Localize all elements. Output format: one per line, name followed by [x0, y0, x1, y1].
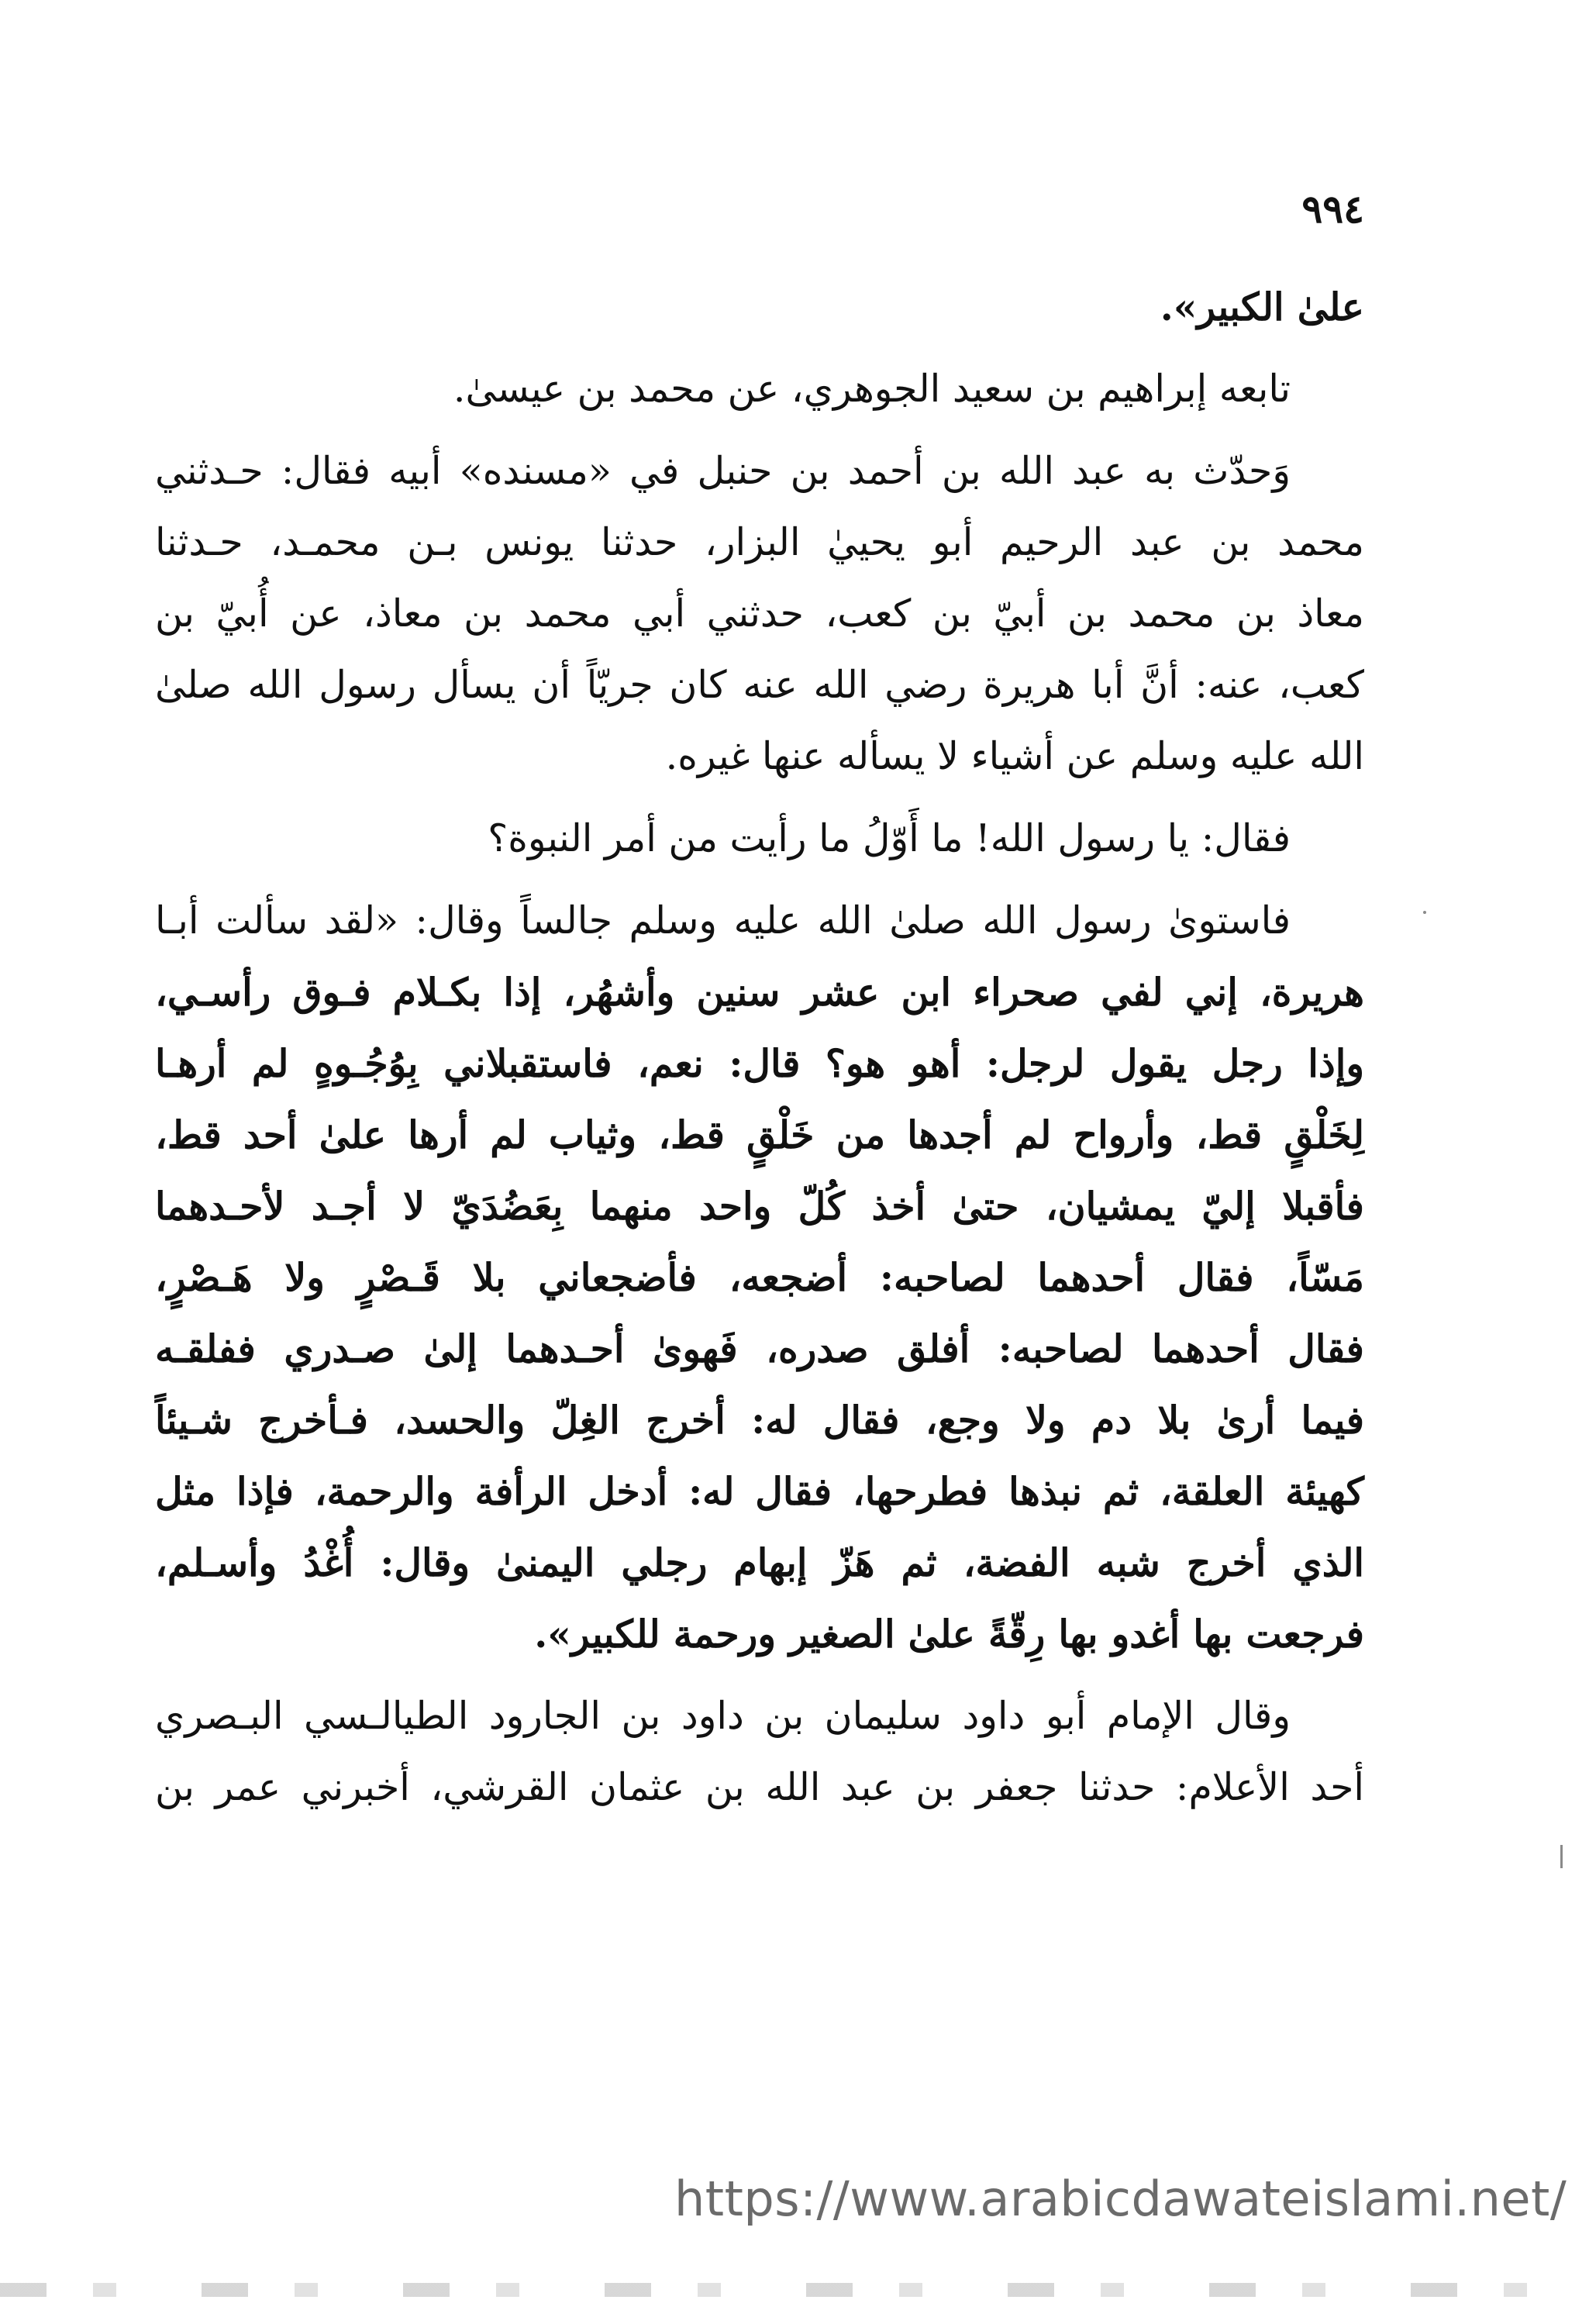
text-line: هريرة، إني لفي صحراء ابن عشر سنين وأشهُر، إذا بكـلام فـوق رأسـي، — [155, 970, 1364, 1015]
text-line: الذي أخرج شبه الفضة، ثم هَزّ إبهام رجلي اليمنىٰ وقال: أُغْدُ وأسـلم، — [155, 1540, 1364, 1585]
text-line: تابعه إبراهيم بن سعيد الجوهري، عن محمد بن عيسىٰ. — [453, 367, 1291, 411]
text-line: فقال: يا رسول الله! ما أَوّلُ ما رأيت من أمر النبوة؟ — [488, 816, 1291, 860]
text-line: فاستوىٰ رسول الله صلىٰ الله عليه وسلم جالساً وقال: «لقد سألت أبـا — [155, 898, 1291, 943]
paragraph — [155, 1681, 1364, 1823]
text-line: وقال الإمام أبو داود سليمان بن داود بن الجارود الطيالـسي البـصري — [155, 1694, 1291, 1738]
text-line: فرجعت بها أغدو بها رِقّةً علىٰ الصغير ورحمة للكبير». — [534, 1612, 1364, 1657]
paragraph — [155, 271, 1364, 343]
text-line: أحد الأعلام: حدثنا جعفر بن عبد الله بن عثمان القرشي، أخبرني عمر بن — [155, 1765, 1364, 1809]
body-text — [155, 271, 1364, 1823]
text-line: فقال أحدهما لصاحبه: أفلق صدره، فَهوىٰ أحـدهما إلىٰ صـدري ففلقـه — [155, 1326, 1364, 1371]
text-line: معاذ بن محمد بن أبيّ بن كعب، حدثني أبي محمد بن معاذ، عن أُبيّ بن — [155, 591, 1365, 636]
text-line: كعب، عنه: أنَّ أبا هريرة رضي الله عنه كان جريّاً أن يسأل رسول الله صلىٰ — [155, 663, 1364, 707]
watermark-url: https://www.arabicdawateislami.net/ — [674, 2171, 1567, 2227]
text-line: مَسّاً، فقال أحدهما لصاحبه: أضجعه، فأضجعاني بلا قَـصْرٍ ولا هَـصْرٍ، — [155, 1255, 1364, 1300]
scan-speck — [1423, 911, 1426, 914]
text-line: فيما أرىٰ بلا دم ولا وجع، فقال له: أخرج الغِلّ والحسد، فـأخرج شـيئاً — [155, 1398, 1364, 1443]
paragraph — [155, 885, 1364, 1670]
text-line: وَحدّث به عبد الله بن أحمد بن حنبل في «مسنده» أبيه فقال: حـدثني — [155, 449, 1291, 493]
text-line: كهيئة العلقة، ثم نبذها فطرحها، فقال له: أدخل الرأفة والرحمة، فإذا مثل — [155, 1469, 1364, 1514]
text-line: فأقبلا إليّ يمشيان، حتىٰ أخذ كُلّ واحد منهما بِعَضُدَيّ لا أجـد لأحـدهما — [155, 1184, 1364, 1229]
paragraph — [155, 436, 1364, 792]
scan-edge-artifact — [0, 2283, 1589, 2297]
text-line: لِخَلْقٍ قط، وأرواح لم أجدها من خَلْقٍ قط، وثياب لم أرها علىٰ أحد قط، — [155, 1112, 1364, 1157]
paragraph — [155, 353, 1364, 425]
text-line: وإذا رجل يقول لرجل: أهو هو؟ قال: نعم، فاستقبلاني بِوُجُـوهٍ لم أرهـا — [155, 1041, 1364, 1086]
text-line: الله عليه وسلم عن أشياء لا يسأله عنها غيره. — [665, 734, 1364, 778]
scan-mark — [1560, 1845, 1563, 1868]
text-line: علىٰ الكبير». — [1160, 284, 1364, 329]
page-number: ٩٩٤ — [1301, 186, 1364, 232]
text-line: محمد بن عبد الرحيم أبو يحييٰ البزار، حدثنا يونس بـن محمـد، حـدثنا — [155, 520, 1364, 564]
paragraph — [155, 803, 1364, 874]
